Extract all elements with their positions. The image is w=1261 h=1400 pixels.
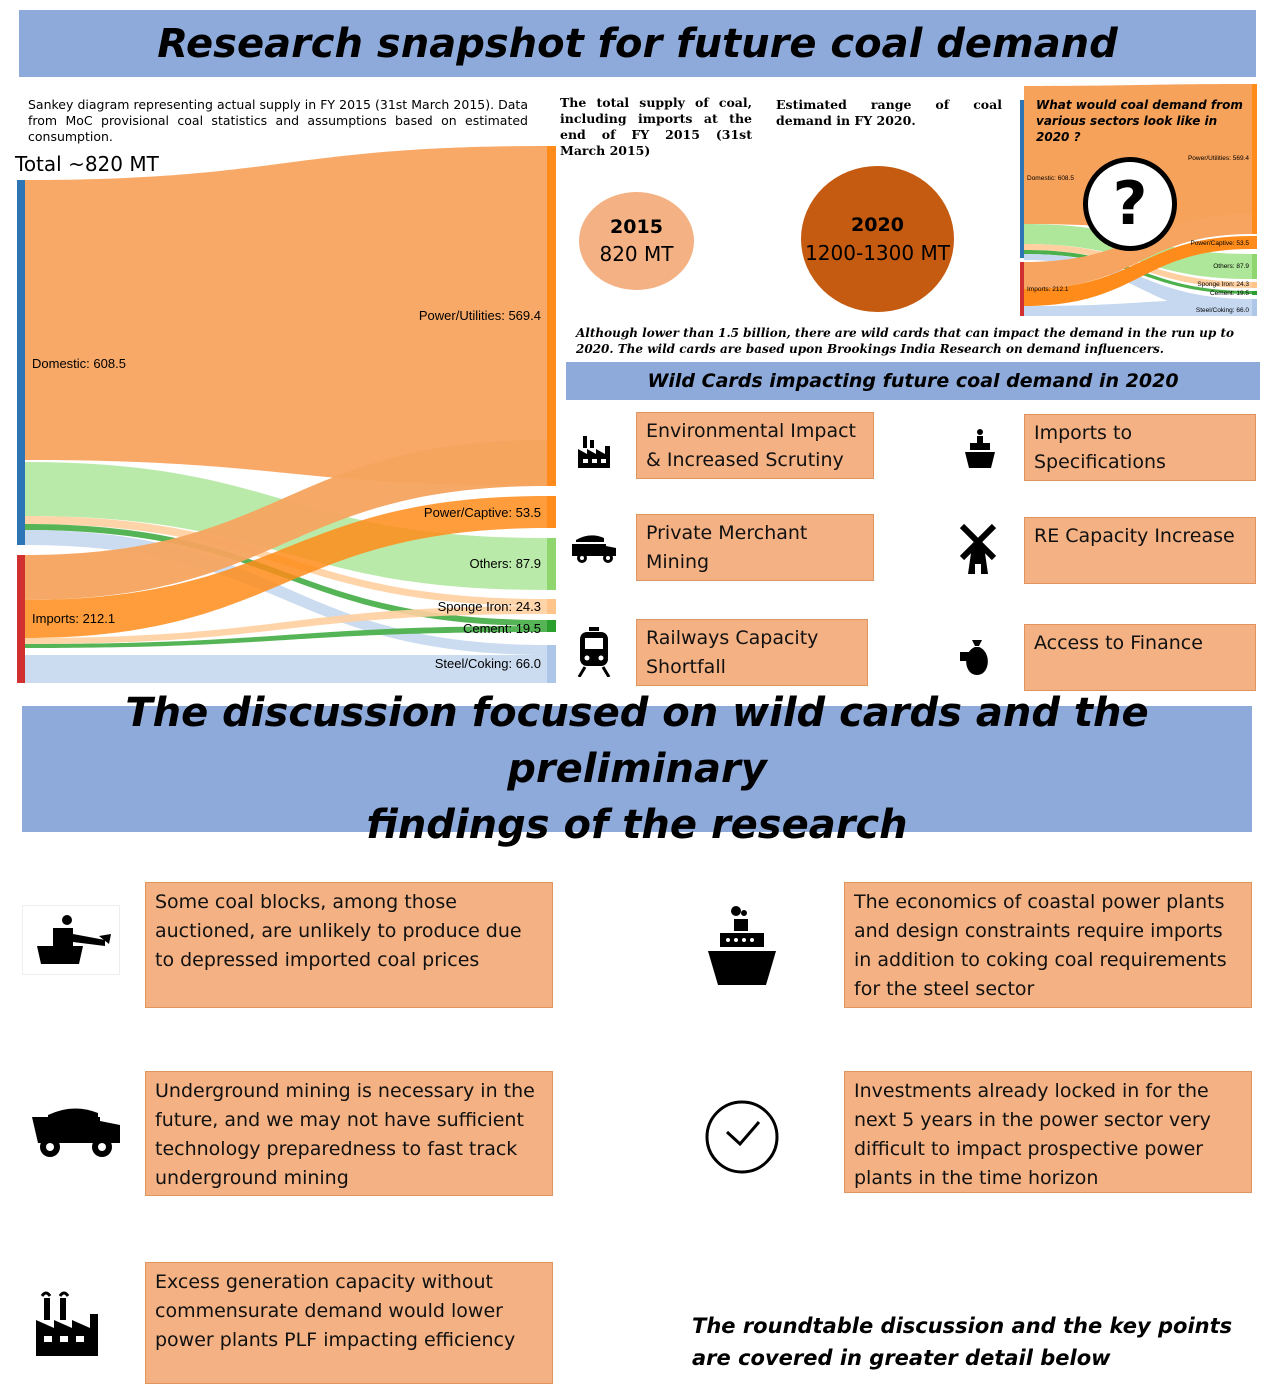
ship-icon [964,428,996,470]
clock-icon [703,1098,781,1176]
node-cement [547,620,556,632]
train-icon [577,627,611,677]
mini-label-power-utilities: Power/Utilities: 569.4 [1187,155,1249,162]
mini-label-domestic: Domestic: 608.5 [1027,175,1074,182]
circle-2020-value: 1200-1300 MT [805,241,950,265]
label-domestic: Domestic: 608.5 [32,356,126,371]
footer-note: The roundtable discussion and the key points are covered in greater detail below [692,1314,1233,1370]
discussion-banner [22,690,1252,848]
wild-card-imports: Imports to Specifications [1024,414,1256,481]
demand-2020-text: Estimated range of coal demand in FY 2020. [776,97,1002,128]
ship-icon [706,905,778,987]
wild-card-re-capacity: RE Capacity Increase [1024,517,1256,584]
question-mark-icon [1083,157,1177,251]
wild-cards-heading-text: Wild Cards impacting future coal demand in 2020 [647,370,1179,392]
title-banner [19,10,1256,77]
node-others [547,538,556,590]
question-mark: ? [1112,169,1148,239]
node-steel-coking [547,645,556,683]
money-bag-icon [960,638,994,676]
label-steel-coking: Steel/Coking: 66.0 [434,656,541,671]
finding-underground-mining: Underground mining is necessary in the future, and we may not have sufficient technology preparedness to fast track underground mining [145,1071,553,1196]
node-imports [17,555,25,683]
sankey-caption: Sankey diagram representing actual supply in FY 2015 (31st March 2015). Data from MoC provisional coal statistics and assumptions based on estimated consumption. [28,97,528,144]
mining-truck-icon [572,532,618,564]
finding-coastal-power-plants: The economics of coastal power plants and design constraints require imports in addition to coking coal requirements for the steel sector [844,882,1252,1008]
supply-2015-text: The total supply of coal, including imports at the end of FY 2015 (31st March 2015) [560,95,752,158]
wild-card-note: Although lower than 1.5 billion, there are wild cards that can impact the demand in the run up to 2020. The wild cards are based upon Brookings India Research on demand influencers. [576,326,1234,356]
factory-icon [577,432,611,468]
mini-label-sponge-iron: Sponge Iron: 24.3 [1197,281,1249,288]
circle-2015 [579,192,694,290]
mini-label-cement: Cement: 19.5 [1209,290,1249,297]
circle-2020 [801,166,954,312]
node-sponge-iron [547,599,556,614]
sankey-diagram [15,140,560,690]
node-domestic [17,180,25,545]
wild-card-finance: Access to Finance [1024,624,1256,691]
wild-card-private-mining: Private Merchant Mining [636,514,874,581]
wild-card-environmental: Environmental Impact & Increased Scrutiny [636,412,874,479]
wild-card-railways: Railways Capacity Shortfall [636,619,868,686]
finding-excess-capacity: Excess generation capacity without commensurate demand would lower power plants PLF impacting efficiency [145,1262,553,1384]
circle-2015-year: 2015 [610,216,663,238]
mining-truck-icon [28,1103,122,1161]
discussion-title-line1: The discussion focused on wild cards and the preliminary [125,690,1149,792]
mini-label-imports: Imports: 212.1 [1027,286,1069,293]
label-sponge-iron: Sponge Iron: 24.3 [437,599,541,614]
node-power-captive [547,496,556,528]
label-imports: Imports: 212.1 [32,611,116,626]
factory-icon [34,1290,100,1356]
circle-2015-value: 820 MT [599,242,674,266]
windmill-icon [958,522,998,574]
label-others: Others: 87.9 [469,556,541,571]
mini-label-others: Others: 87.9 [1213,263,1249,270]
wild-cards-heading [566,362,1260,400]
question-title: What would coal demand from various sectors look like in 2020 ? [1036,98,1243,144]
excavator-icon-frame [22,905,120,975]
label-cement: Cement: 19.5 [462,621,541,636]
mini-label-power-captive: Power/Captive: 53.5 [1190,240,1249,247]
node-power-utilities [547,146,556,486]
excavator-icon [23,906,119,974]
finding-coal-blocks: Some coal blocks, among those auctioned, are unlikely to produce due to depressed imported coal prices [145,882,553,1008]
total-label: Total ~820 MT [15,152,159,176]
label-power-captive: Power/Captive: 53.5 [423,505,541,520]
finding-investments-locked: Investments already locked in for the next 5 years in the power sector very difficult to impact prospective power plants in the time horizon [844,1071,1252,1193]
mini-label-steel-coking: Steel/Coking: 66.0 [1195,307,1249,314]
label-power-utilities: Power/Utilities: 569.4 [418,308,541,323]
circle-2020-year: 2020 [851,214,904,236]
discussion-title-line2: findings of the research [366,802,908,848]
page-title: Research snapshot for future coal demand [157,20,1118,67]
